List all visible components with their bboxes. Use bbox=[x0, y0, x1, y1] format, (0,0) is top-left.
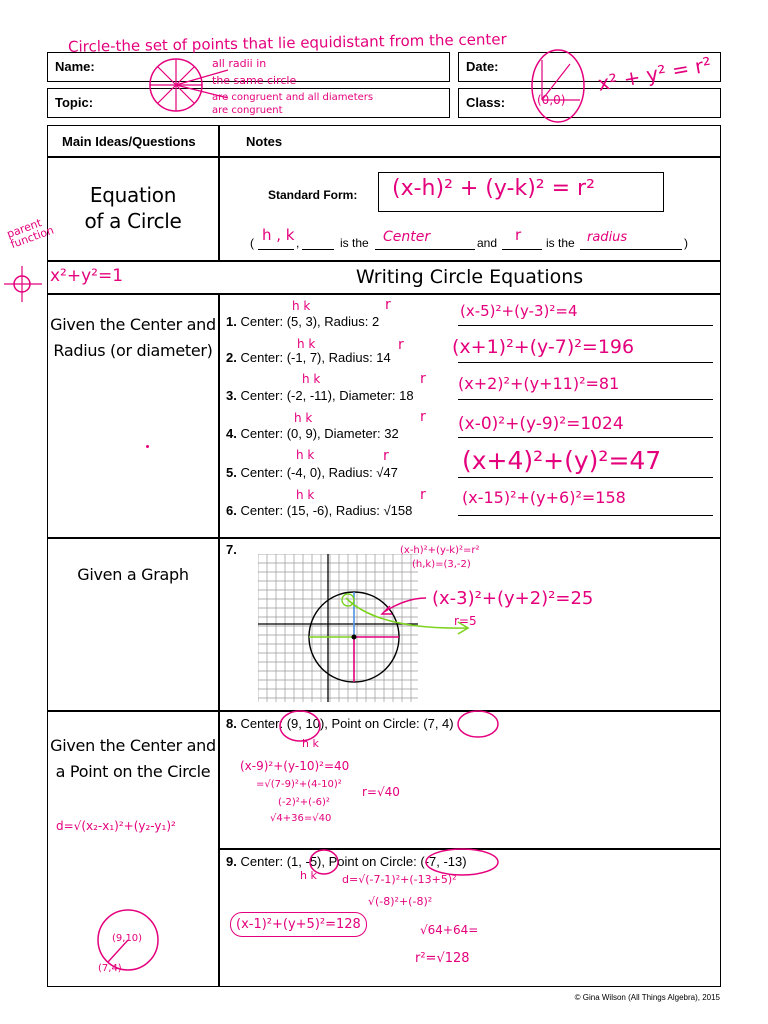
p8-work-3: (-2)²+(-6)² bbox=[278, 797, 330, 808]
p9-work-4: r²=√128 bbox=[415, 951, 470, 966]
problem-number: 4. bbox=[226, 426, 237, 441]
ink-dot bbox=[146, 445, 149, 448]
radii-note-4: are congruent bbox=[212, 105, 283, 116]
blank-center: Center bbox=[383, 229, 431, 245]
origin-label: (0,0) bbox=[537, 93, 566, 107]
column-divider-lower bbox=[218, 293, 220, 987]
blank-r: r bbox=[515, 226, 522, 244]
topic-label: Topic: bbox=[55, 95, 94, 110]
r-marker: r bbox=[383, 448, 389, 464]
hk-marker: h k bbox=[297, 337, 316, 351]
pink-arrow bbox=[376, 594, 436, 624]
copyright-footer: © Gina Wilson (All Things Algebra), 2015 bbox=[574, 993, 720, 1002]
r-marker: r bbox=[420, 487, 426, 503]
row-line bbox=[47, 156, 721, 158]
answer-4: (x-0)²+(y-9)²=1024 bbox=[458, 414, 624, 434]
answer-9: (x-1)²+(y+5)²=128 bbox=[230, 912, 367, 937]
problem-text: Center: (5, 3), Radius: 2 bbox=[240, 314, 380, 329]
circle-point-label: (7,4) bbox=[98, 963, 122, 974]
p9-work-3: √64+64= bbox=[420, 923, 479, 937]
radii-sketch bbox=[138, 50, 238, 120]
problem-number: 6. bbox=[226, 503, 237, 518]
problem-number: 9. bbox=[226, 854, 237, 869]
main-ideas-header: Main Ideas/Questions bbox=[62, 134, 196, 149]
answer-line bbox=[458, 325, 713, 326]
fill-comma: , bbox=[296, 236, 300, 250]
top-note: Circle-the set of points that lie equidistant from the center bbox=[67, 30, 507, 56]
and-label: and bbox=[477, 236, 498, 250]
class-label: Class: bbox=[466, 95, 506, 110]
r-marker: r bbox=[420, 409, 426, 425]
writing-circle-equations-title: Writing Circle Equations bbox=[355, 266, 584, 288]
p9-work-1: d=√(-7-1)²+(-13+5)² bbox=[342, 873, 457, 886]
problem-5 bbox=[226, 465, 398, 480]
is-the-2: is the bbox=[546, 236, 575, 250]
answer-line bbox=[458, 515, 713, 516]
r-marker: r bbox=[385, 297, 391, 313]
answer-6: (x-15)²+(y+6)²=158 bbox=[462, 488, 626, 507]
blank bbox=[580, 249, 682, 250]
blank bbox=[502, 249, 542, 250]
p8-work-2: =√(7-9)²+(4-10)² bbox=[256, 779, 342, 790]
problem-text: Center: (-1, 7), Radius: 14 bbox=[240, 350, 391, 365]
answer-line bbox=[458, 477, 713, 478]
graph-note-2: (h,k)=(3,-2) bbox=[412, 559, 471, 570]
name-label: Name: bbox=[55, 59, 95, 74]
answer-1: (x-5)²+(y-3)²=4 bbox=[460, 302, 578, 320]
circle-center-label: (9,10) bbox=[112, 933, 143, 944]
problem-text: Center: (0, 9), Diameter: 32 bbox=[240, 426, 399, 441]
radii-note-3: are congruent and all diameters bbox=[212, 92, 374, 103]
fill-open: ( bbox=[250, 236, 254, 250]
distance-formula: d=√(x₂-x₁)²+(y₂-y₁)² bbox=[56, 819, 176, 833]
answer-line bbox=[458, 399, 713, 400]
hk-marker: h k bbox=[302, 372, 321, 386]
origin-sketch bbox=[528, 46, 598, 124]
p8-work-1: (x-9)²+(y-10)²=40 bbox=[240, 759, 350, 773]
problem-number: 8. bbox=[226, 716, 237, 731]
r-marker: r bbox=[420, 371, 426, 387]
problem-number: 5. bbox=[226, 465, 237, 480]
graph-label: Given a Graph bbox=[77, 565, 189, 584]
parent-function-note: parent function bbox=[5, 216, 56, 252]
blank bbox=[258, 249, 294, 250]
r-marker: r bbox=[398, 337, 404, 353]
row-line bbox=[47, 260, 721, 262]
answer-3: (x+2)²+(y+11)²=81 bbox=[458, 374, 620, 393]
center-point-label: Given the Center and a Point on the Circle bbox=[50, 736, 216, 781]
center-radius-label: Given the Center and Radius (or diameter) bbox=[50, 315, 216, 360]
p9-work-2: √(-8)²+(-8)² bbox=[368, 895, 433, 908]
problem-number: 2. bbox=[226, 350, 237, 365]
is-the-1: is the bbox=[340, 236, 369, 250]
notes-header: Notes bbox=[246, 134, 283, 149]
problem-4 bbox=[226, 426, 399, 441]
problem-text: Center: (1, -5), Point on Circle: (-7, -13) bbox=[240, 854, 467, 869]
equation-title-line2: of a Circle bbox=[84, 209, 182, 233]
radii-note-1: all radii in bbox=[212, 57, 267, 70]
fill-in-line bbox=[250, 234, 700, 254]
problem-2 bbox=[226, 350, 391, 365]
p8-radius: r=√40 bbox=[362, 785, 400, 799]
graph-note-1: (x-h)²+(y-k)²=r² bbox=[400, 545, 480, 556]
parent-function-sketch bbox=[4, 264, 44, 304]
date-label: Date: bbox=[466, 59, 499, 74]
p8-circles bbox=[278, 708, 578, 748]
hk-marker: h k bbox=[294, 411, 313, 425]
answer-7-radius: r=5 bbox=[454, 614, 477, 628]
date-area-equation: x² + y² = r² bbox=[595, 52, 714, 96]
parent-equation: x²+y²=1 bbox=[50, 266, 124, 286]
column-divider bbox=[218, 125, 220, 261]
problem-1 bbox=[226, 314, 379, 329]
problem-7 bbox=[226, 542, 237, 557]
hk-marker: h k bbox=[296, 448, 315, 462]
problem-text: Center: (-2, -11), Diameter: 18 bbox=[240, 388, 414, 403]
problem-text: Center: (-4, 0), Radius: √47 bbox=[240, 465, 398, 480]
standard-form-answer: (x-h)² + (y-k)² = r² bbox=[392, 176, 595, 201]
problem-text: Center: (15, -6), Radius: √158 bbox=[240, 503, 413, 518]
blank-hk: h , k bbox=[262, 226, 295, 244]
row-line bbox=[47, 293, 721, 295]
equation-title-line1: Equation bbox=[89, 183, 177, 207]
problem-number: 7. bbox=[226, 542, 237, 557]
hk-marker: h k bbox=[300, 869, 317, 882]
answer-line bbox=[458, 437, 713, 438]
p8-work-4: √4+36=√40 bbox=[270, 813, 332, 824]
hk-marker: h k bbox=[292, 299, 311, 313]
problem-number: 3. bbox=[226, 388, 237, 403]
row-line bbox=[47, 537, 721, 539]
blank-radius: radius bbox=[587, 230, 628, 245]
problem-3 bbox=[226, 388, 414, 403]
problem-text: Center: (9, 10), Point on Circle: (7, 4) bbox=[240, 716, 454, 731]
answer-5: (x+4)²+(y)²=47 bbox=[462, 446, 662, 475]
fill-close: ) bbox=[684, 236, 688, 250]
problem-number: 1. bbox=[226, 314, 237, 329]
blank bbox=[302, 249, 334, 250]
answer-line bbox=[458, 362, 713, 363]
hk-marker: h k bbox=[296, 488, 315, 502]
answer-7: (x-3)²+(y+2)²=25 bbox=[432, 588, 594, 609]
blank bbox=[375, 249, 475, 250]
answer-2: (x+1)²+(y-7)²=196 bbox=[452, 336, 635, 358]
radii-note-2: the same circle bbox=[212, 74, 297, 87]
problem-6 bbox=[226, 503, 412, 518]
standard-form-label: Standard Form: bbox=[268, 188, 358, 202]
hk-marker: h k bbox=[302, 737, 319, 750]
